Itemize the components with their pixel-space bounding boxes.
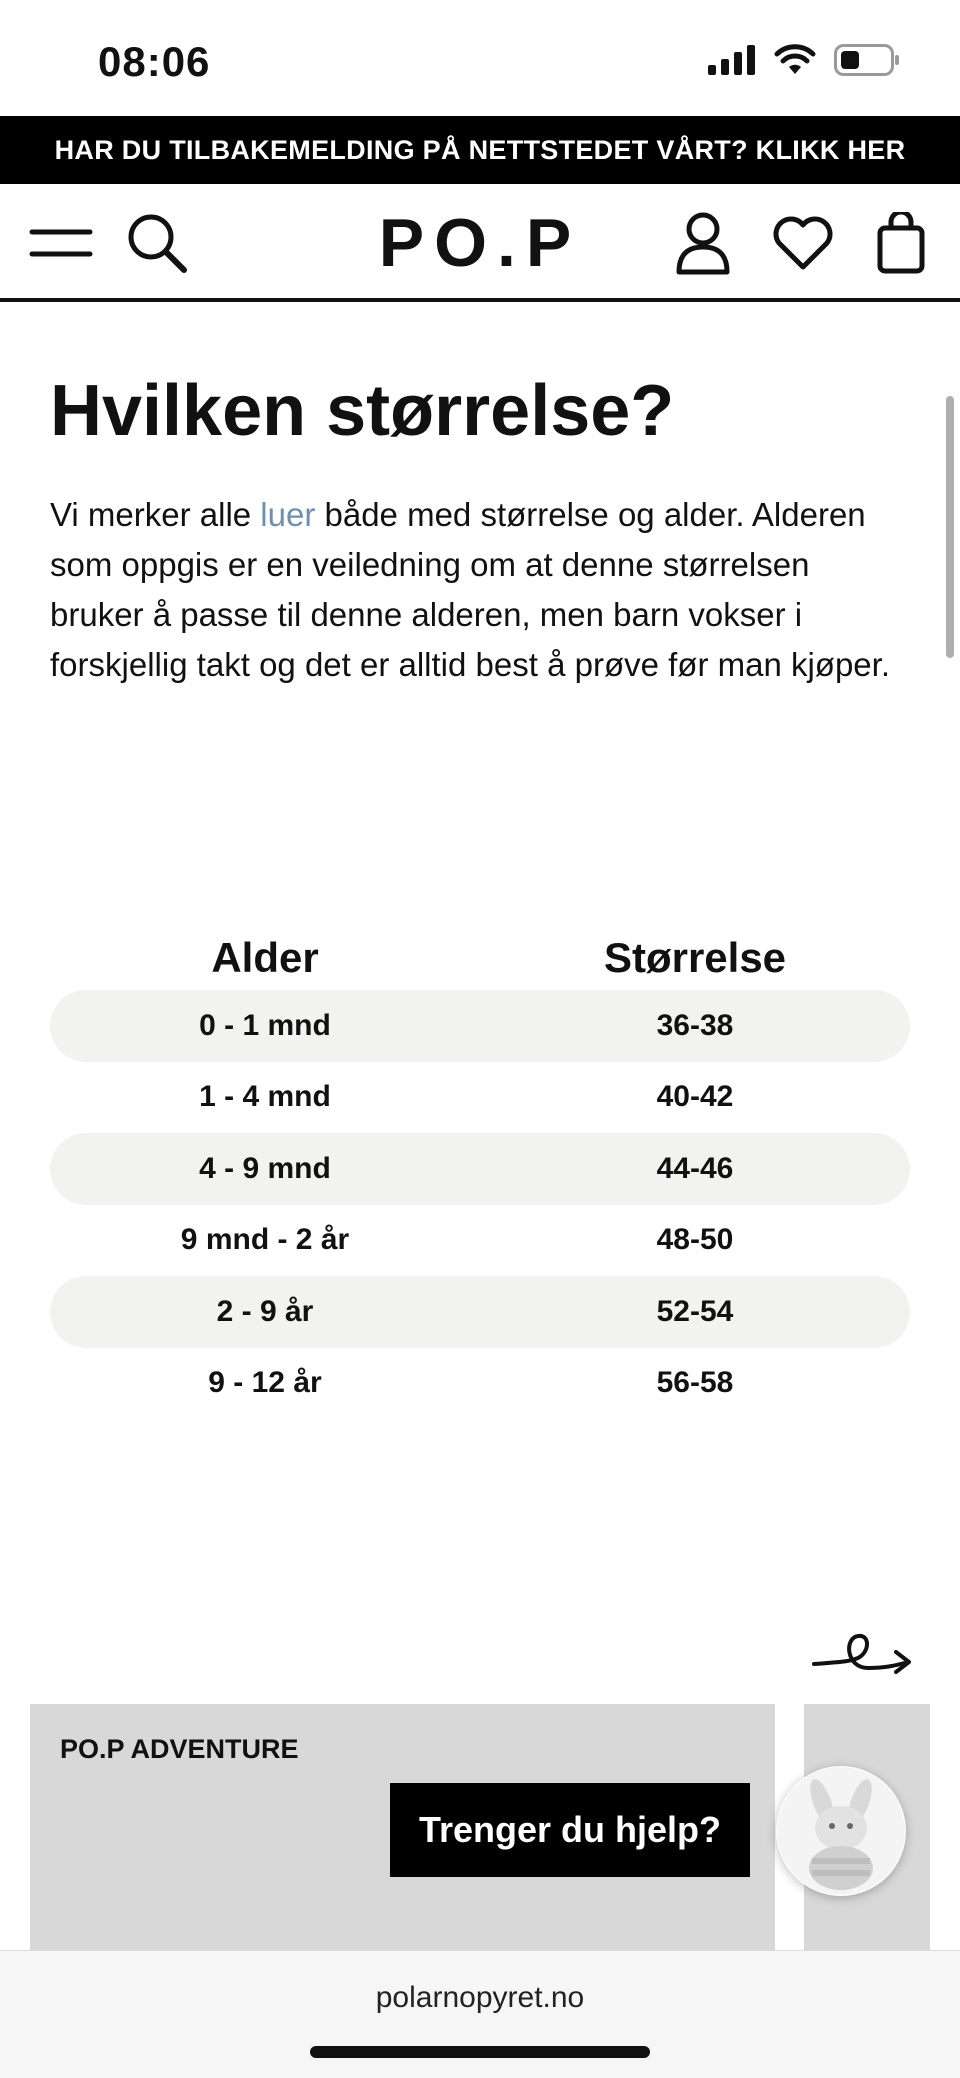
table-row [50,1205,910,1277]
account-icon[interactable] [668,208,738,278]
age-cell: 4 - 9 mnd [199,1151,331,1185]
size-cell: 48-50 [656,1223,734,1257]
bunny-plush-icon [776,1766,906,1896]
intro-text-end: både med størrelse og alder. Alderen som oppgis er en veiledning om at denne størrelsen bruker å passe til denne alderen, men barn vokser i forskjellig takt og det er alltid best å prøve før man kjøper. [50,496,891,683]
page-title: Hvilken størrelse? [50,371,675,451]
size-cell: 56-58 [656,1366,734,1400]
size-cell: 36-38 [656,1008,734,1042]
hats-link[interactable]: luer [260,496,316,533]
home-indicator[interactable] [310,2046,650,2058]
url-text[interactable]: polarnopyret.no [375,1981,585,2014]
table-row [50,1276,910,1348]
promo-label: PO.P ADVENTURE [60,1734,299,1764]
scrollbar[interactable] [946,396,954,658]
signal-icon [708,45,756,75]
intro-text [50,490,910,690]
age-cell: 2 - 9 år [216,1294,314,1328]
site-header [0,184,960,302]
battery-icon [834,44,900,76]
age-cell: 9 mnd - 2 år [180,1223,350,1257]
size-cell: 40-42 [656,1080,734,1114]
size-table-header [50,926,910,990]
browser-address-bar[interactable] [0,1950,960,2078]
bag-icon[interactable] [866,208,936,278]
age-column-header: Alder [211,934,319,981]
size-column-header: Størrelse [603,934,787,981]
brand-logo[interactable]: PO.P [378,205,582,281]
help-avatar[interactable] [776,1766,906,1896]
table-row [50,1348,910,1420]
age-cell: 1 - 4 mnd [199,1080,331,1114]
size-cell: 44-46 [656,1151,734,1185]
table-row [50,990,910,1062]
size-table [50,926,910,1419]
heart-icon[interactable] [768,208,838,278]
swipe-arrow-icon[interactable] [810,1628,914,1682]
size-cell: 52-54 [656,1294,734,1328]
feedback-banner[interactable]: HAR DU TILBAKEMELDING PÅ NETTSTEDET VÅRT? KLIKK HER [0,116,960,184]
status-icons [708,44,900,76]
wifi-icon [774,44,816,76]
age-cell: 0 - 1 mnd [199,1008,331,1042]
help-button[interactable]: Trenger du hjelp? [390,1783,750,1877]
age-cell: 9 - 12 år [208,1366,322,1400]
table-row [50,1062,910,1134]
status-time: 08:06 [98,38,211,85]
table-row [50,1133,910,1205]
intro-text-start: Vi merker alle [50,496,261,533]
status-bar [0,0,960,116]
